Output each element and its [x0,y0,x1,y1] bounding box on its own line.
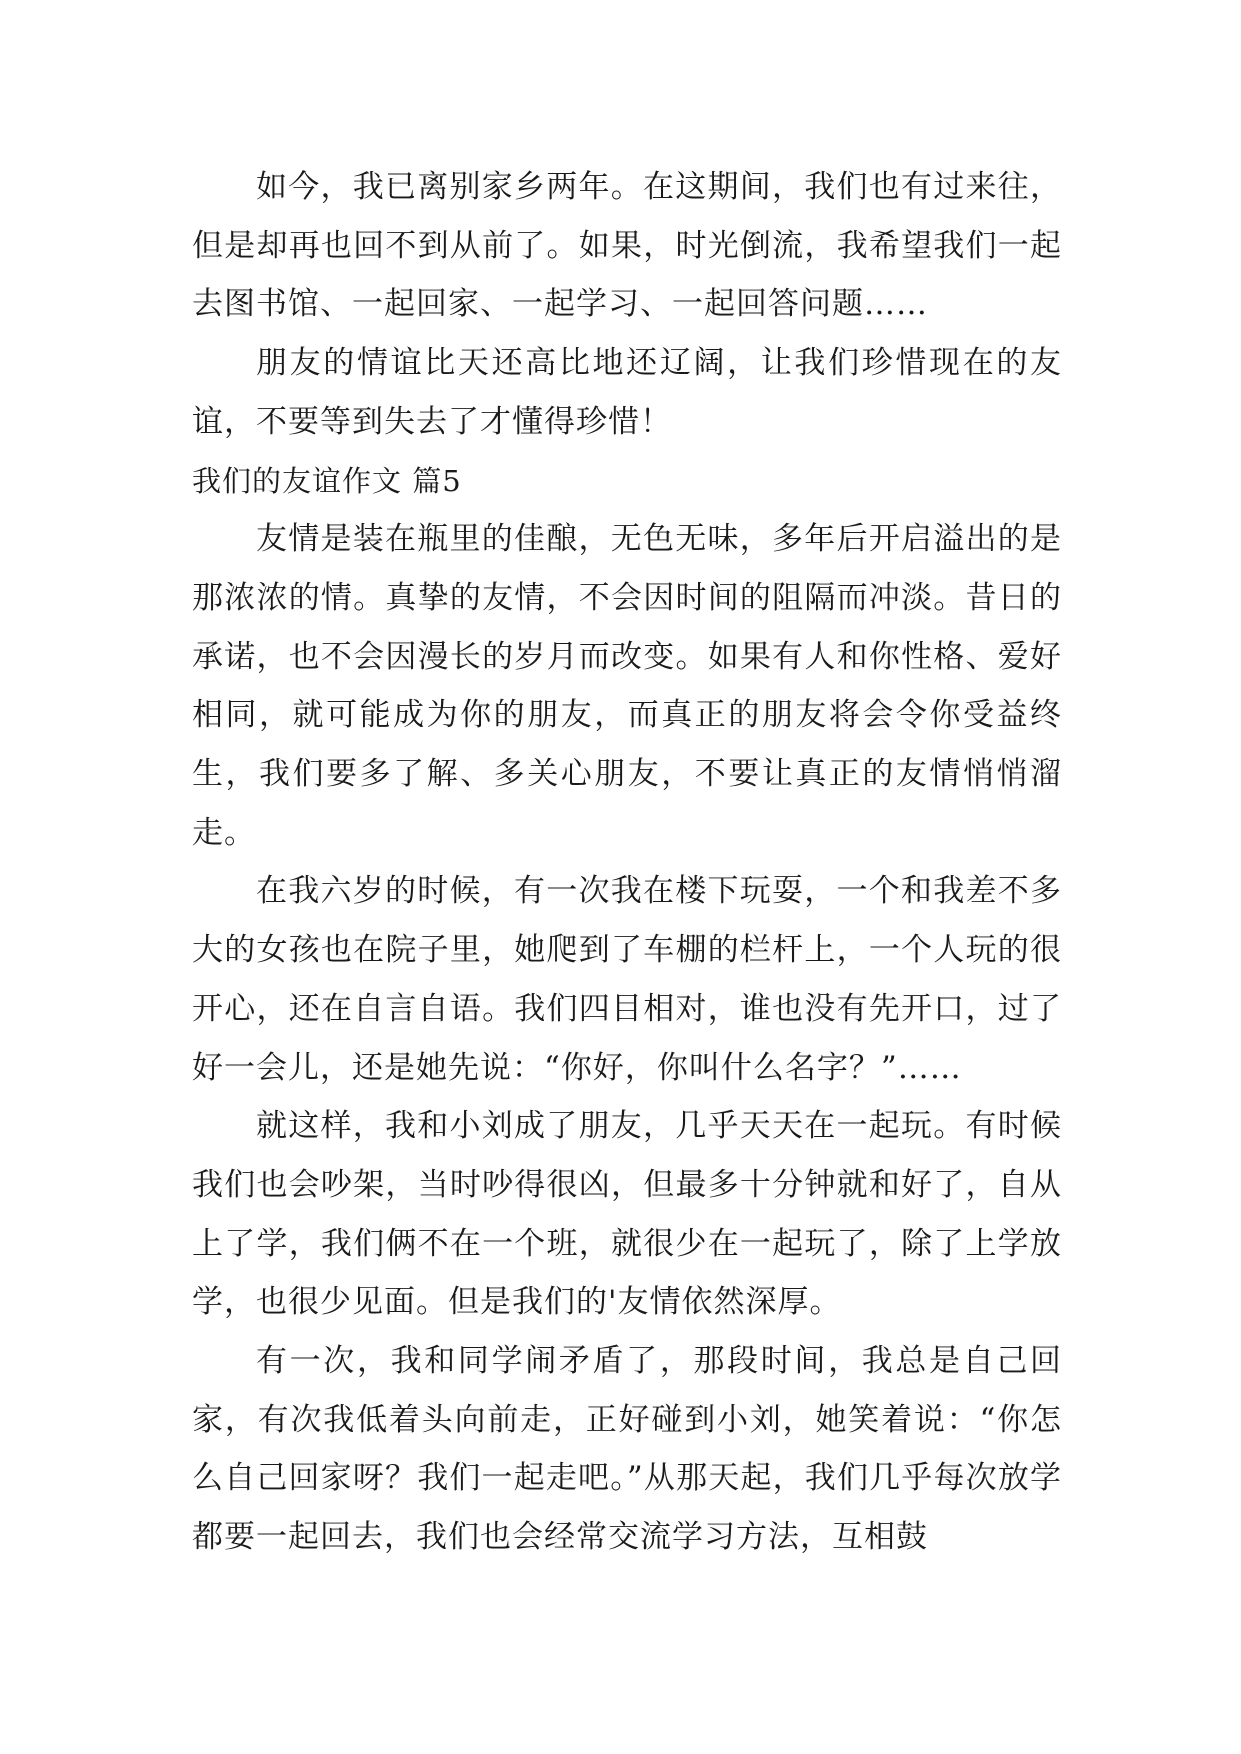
paragraph: 如今，我已离别家乡两年。在这期间，我们也有过来往，但是却再也回不到从前了。如果，时光倒流，我希望我们一起去图书馆、一起回家、一起学习、一起回答问题…… [192,169,1062,323]
document-body [192,158,1062,1567]
section-heading: 我们的友谊作文 篇5 [192,463,462,498]
paragraph: 就这样，我和小刘成了朋友，几乎天天在一起玩。有时候我们也会吵架，当时吵得很凶，但最多十分钟就和好了，自从上了学，我们俩不在一个班，就很少在一起玩了，除了上学放学，也很少见面。但是我们的'友情依然深厚。 [192,1108,1062,1321]
paragraph: 在我六岁的时候，有一次我在楼下玩耍，一个和我差不多大的女孩也在院子里，她爬到了车棚的栏杆上，一个人玩的很开心，还在自言自语。我们四目相对，谁也没有先开口，过了好一会儿，还是她先说：“你好，你叫什么名字？”…… [192,873,1062,1086]
paragraph: 朋友的情谊比天还高比地还辽阔，让我们珍惜现在的友谊，不要等到失去了才懂得珍惜！ [192,345,1062,440]
paragraph: 友情是装在瓶里的佳酿，无色无味，多年后开启溢出的是那浓浓的情。真挚的友情，不会因时间的阻隔而冲淡。昔日的承诺，也不会因漫长的岁月而改变。如果有人和你性格、爱好相同，就可能成为你的朋友，而真正的朋友将会令你受益终生，我们要多了解、多关心朋友，不要让真正的友情悄悄溜走。 [192,521,1062,851]
paragraph: 有一次，我和同学闹矛盾了，那段时间，我总是自己回家，有次我低着头向前走，正好碰到小刘，她笑着说：“你怎么自己回家呀？我们一起走吧。”从那天起，我们几乎每次放学都要一起回去，我们也会经常交流学习方法，互相鼓 [192,1343,1062,1556]
